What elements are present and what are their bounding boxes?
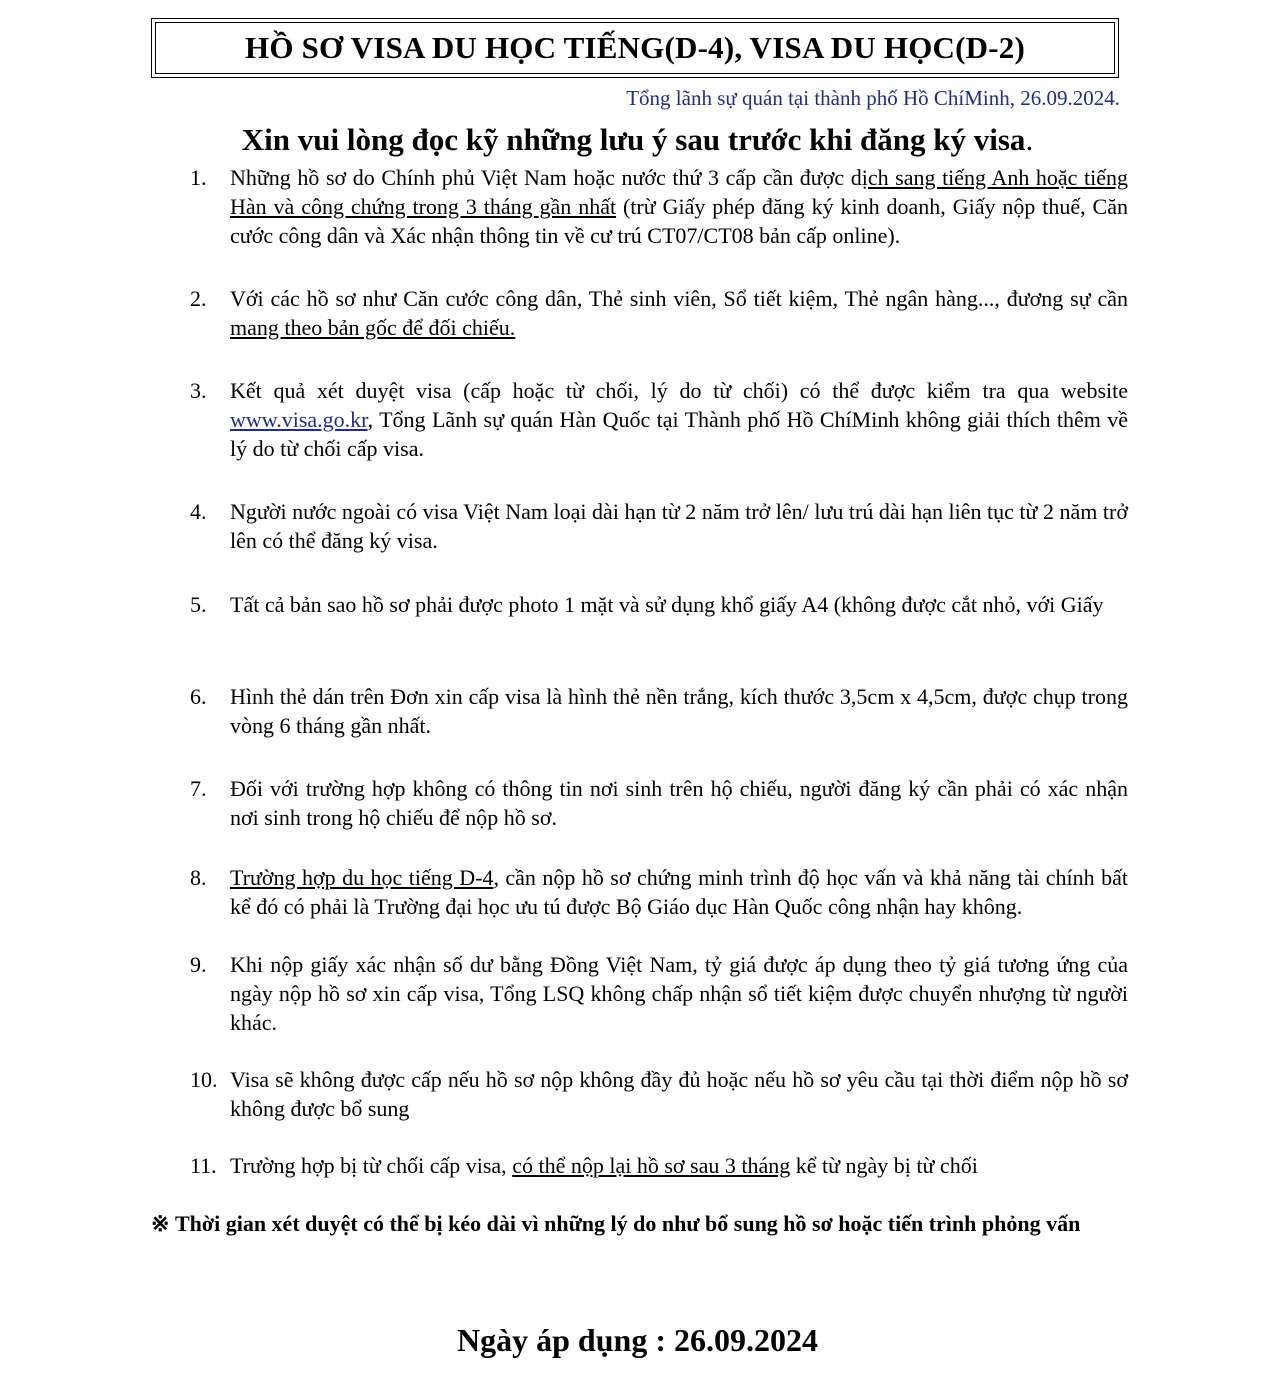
note-item <box>190 1151 1128 1180</box>
note-text: Tất cả bản sao hồ sơ phải được photo 1 mặt và sử dụng khổ giấy A4 (không được cắt nhỏ, với Giấy <box>230 592 1104 617</box>
note-text-part: Những hồ sơ do Chính phủ Việt Nam hoặc nước thứ 3 cấp cần được d <box>230 165 862 190</box>
note-number: 3. <box>190 378 207 403</box>
note-underlined-text: mang theo bản gốc để đối chiếu. <box>230 315 516 340</box>
consulate-date-line: Tổng lãnh sự quán tại thành phố Hồ ChíMinh, 26.09.2024. <box>626 86 1120 110</box>
notice-heading-dot: . <box>1025 122 1034 157</box>
note-item <box>190 863 1128 921</box>
note-number: 10. <box>190 1067 218 1092</box>
note-text-part: , Tổng Lãnh sự quán Hàn Quốc tại Thành phố Hồ ChíMinh không giải thích thêm về lý do từ chối cấp visa. <box>230 407 1128 461</box>
note-number: 6. <box>190 684 207 709</box>
note-number: 1. <box>190 165 207 190</box>
note-text: Đối với trường hợp không có thông tin nơi sinh trên hộ chiếu, người đăng ký cần phải có xác nhận nơi sinh trong hộ chiếu để nộp hồ sơ. <box>230 776 1128 830</box>
note-number: 11. <box>190 1153 217 1178</box>
note-number: 5. <box>190 592 207 617</box>
note-text: Khi nộp giấy xác nhận số dư bằng Đồng Việt Nam, tỷ giá được áp dụng theo tỷ giá tương ứng của ngày nộp hồ sơ xin cấp visa, Tổng LSQ không chấp nhận sổ tiết kiệm được chuyển nhượng từ người khác. <box>230 952 1128 1035</box>
note-number: 7. <box>190 776 207 801</box>
note-underlined-text: có thể nộp lại hồ sơ sau 3 tháng <box>512 1153 791 1178</box>
notice-heading-text: Xin vui lòng đọc kỹ những lưu ý sau trước khi đăng ký visa <box>241 122 1026 157</box>
note-text <box>230 284 1128 342</box>
note-text <box>230 863 1128 921</box>
note-item <box>190 163 1128 250</box>
note-item <box>190 1065 1128 1123</box>
note-item <box>190 497 1128 555</box>
note-text: Người nước ngoài có visa Việt Nam loại dài hạn từ 2 năm trở lên/ lưu trú dài hạn liên tục từ 2 năm trở lên có thể đăng ký visa. <box>230 499 1128 553</box>
note-text-part: , cần nộp hồ sơ chứng minh trình độ học vấn và khả năng tài chính bất kể đó có phải là Trường đại học ưu tú được Bộ Giáo dục Hàn Quốc công nhận hay không. <box>230 865 1128 919</box>
apply-date: Ngày áp dụng : 26.09.2024 <box>457 1322 818 1358</box>
note-text <box>230 163 1128 250</box>
note-text-part: Trường hợp bị từ chối cấp visa, <box>230 1153 513 1178</box>
note-text <box>230 376 1128 463</box>
remark-text: Thời gian xét duyệt có thể bị kéo dài vì những lý do như bổ sung hồ sơ hoặc tiến trình phỏng vấn <box>175 1211 1081 1236</box>
note-text-part: Với các hồ sơ như Căn cước công dân, Thẻ sinh viên, Sổ tiết kiệm, Thẻ ngân hàng..., đương sự cần <box>230 286 1128 311</box>
note-item <box>190 950 1128 1037</box>
note-number: 8. <box>190 865 207 890</box>
note-number: 9. <box>190 952 207 977</box>
document-title: HỒ SƠ VISA DU HỌC TIẾNG(D-4), VISA DU HỌC(D-2) <box>155 22 1115 74</box>
notice-heading <box>0 122 1275 158</box>
visa-website-link[interactable]: www.visa.go.kr <box>230 407 368 432</box>
note-number: 4. <box>190 499 207 524</box>
review-time-remark <box>151 1209 1111 1238</box>
note-underlined-text: ịch sang tiếng Anh hoặc tiếng Hàn và công chứng trong 3 tháng gần nhất <box>230 165 1128 219</box>
note-number: 2. <box>190 286 207 311</box>
note-text: Visa sẽ không được cấp nếu hồ sơ nộp không đầy đủ hoặc nếu hồ sơ yêu cầu tại thời điểm nộp hồ sơ không được bổ sung <box>230 1067 1128 1121</box>
note-text-part: kể từ ngày bị từ chối <box>790 1153 978 1178</box>
note-item <box>190 590 1128 619</box>
note-item <box>190 774 1128 832</box>
reference-mark-icon: ※ <box>151 1211 170 1236</box>
note-item <box>190 682 1128 740</box>
note-text: Hình thẻ dán trên Đơn xin cấp visa là hình thẻ nền trắng, kích thước 3,5cm x 4,5cm, được chụp trong vòng 6 tháng gần nhất. <box>230 684 1128 738</box>
note-text-part: (trừ Giấy phép đăng ký kinh doanh, Giấy nộp thuế, Căn cước công dân và Xác nhận thông tin về cư trú CT07/CT08 bản cấp online). <box>230 194 1128 248</box>
note-text <box>230 1151 1128 1180</box>
note-item <box>190 376 1128 463</box>
note-item <box>190 284 1128 342</box>
title-frame <box>151 18 1119 78</box>
note-underlined-text: Trường hợp du học tiếng D-4 <box>230 865 494 890</box>
note-text-part: Kết quả xét duyệt visa (cấp hoặc từ chối, lý do từ chối) có thể được kiểm tra qua website <box>230 378 1128 403</box>
